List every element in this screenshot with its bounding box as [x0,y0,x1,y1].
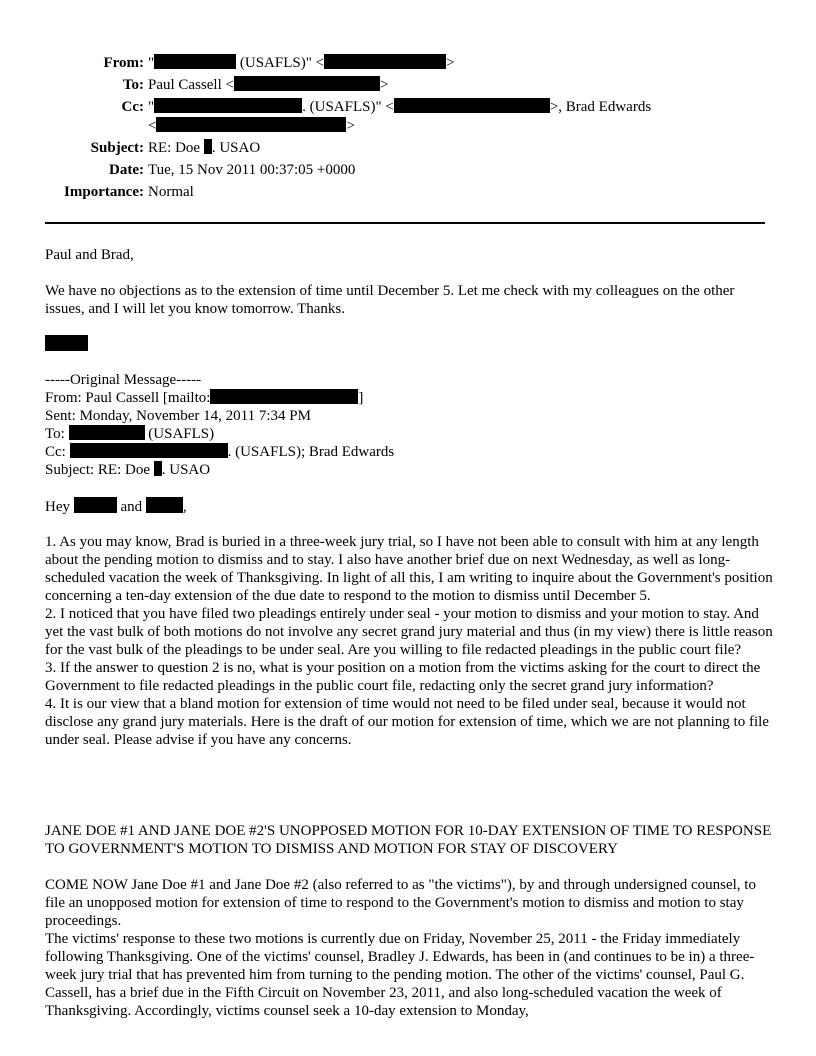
numbered-items [45,533,775,749]
item-1: 1. As you may know, Brad is buried in a three-week jury trial, so I have not been able to consult with him at any length about the pending motion to dismiss and to stay. I also have another brief due on next Wednesday, as well as long-scheduled vacation the week of Thanksgiving. In light of all this, I am writing to inquire about the Government's position concerning a ten-day extension of the due date to respond to the motion to dismiss until December 5. [45,534,773,604]
reply-greeting: Paul and Brad, [45,247,134,263]
item-2: 2. I noticed that you have filed two pleadings entirely under seal - your motion to dismiss and your motion to stay. And yet the vast bulk of both motions do not involve any secret grand jury material and thus (in my view) there is little reason for the vast bulk of the pleadings to be under seal. Are you willing to file redacted pleadings in the public court file? [45,606,773,658]
original-header [45,371,775,479]
redaction [154,54,236,69]
hey-line: Hey and , [45,499,187,515]
motion-title: JANE DOE #1 AND JANE DOE #2'S UNOPPOSED MOTION FOR 10-DAY EXTENSION OF TIME TO RESPONSE TO GOVERNMENT'S MOTION TO DISMISS AND MOTION FOR STAY OF DISCOVERY [45,823,772,857]
cc-value: " . (USAFLS)" < >, Brad Edwards [148,99,652,115]
motion-body [45,876,775,1020]
subject-value: RE: Doe . USAO [148,140,261,156]
subject-label: Subject: [90,140,144,156]
date-label: Date: [109,162,144,178]
original-cc: Cc: . (USAFLS); Brad Edwards [45,444,395,460]
redaction [156,117,346,132]
item-4: 4. It is our view that a bland motion for extension of time would not need to be filed under seal, because it would not disclose any grand jury materials. Here is the draft of our motion for extension of time, which we are not planning to file under seal. Please advise if you have any concerns. [45,696,769,748]
signature-redaction [45,335,775,354]
redaction [74,497,117,513]
redaction [69,425,145,440]
to-value: Paul Cassell < > [148,77,389,93]
redaction [234,76,380,91]
original-subject: Subject: RE: Doe . USAO [45,462,211,478]
redaction [210,389,358,404]
original-from: From: Paul Cassell [mailto: ] [45,390,364,406]
importance-value: Normal [148,184,194,200]
redaction [146,497,183,513]
from-label: From: [103,55,144,71]
cc-label: Cc: [121,99,144,115]
importance-label: Importance: [64,184,144,200]
to-label: To: [122,77,144,93]
item-3: 3. If the answer to question 2 is no, what is your position on a motion from the victims asking for the court to direct the Government to file redacted pleadings in the public court file, redacting only the secret grand jury information? [45,660,761,694]
original-to: To: (USAFLS) [45,426,215,442]
redaction [154,98,302,113]
header-divider [45,222,765,224]
redaction [45,335,88,351]
cc-value-cont: < > [148,118,355,134]
motion-paragraph-2: The victims' response to these two motions is currently due on Friday, November 25, 2011 - the Friday immediately following Thanksgiving. One of the victims' counsel, Bradley J. Edwards, has been in (and continues to be in) a three-week jury trial that has prevented him from turning to the pending motion. The other of the victims' counsel, Paul G. Cassell, has a brief due in the Fifth Circuit on November 23, 2011, and also long-scheduled vacation the week of Thanksgiving. Accordingly, victims counsel seek a 10-day extension to Monday, [45,931,755,1019]
redaction [70,443,228,458]
redaction [324,54,446,69]
original-divider: -----Original Message----- [45,372,202,388]
redaction [394,98,550,113]
motion-paragraph-1: COME NOW Jane Doe #1 and Jane Doe #2 (also referred to as "the victims"), by and through undersigned counsel, to file an unopposed motion for extension of time to respond to the Government's motion to dismiss and motion to stay proceedings. [45,877,756,929]
reply-paragraph: We have no objections as to the extension of time until December 5. Let me check with my colleagues on the other issues, and I will let you know tomorrow. Thanks. [45,283,735,317]
date-value: Tue, 15 Nov 2011 00:37:05 +0000 [148,162,356,178]
redaction [204,139,212,154]
from-value: " (USAFLS)" < > [148,55,455,71]
redaction [154,461,162,476]
original-sent: Sent: Monday, November 14, 2011 7:34 PM [45,408,311,424]
